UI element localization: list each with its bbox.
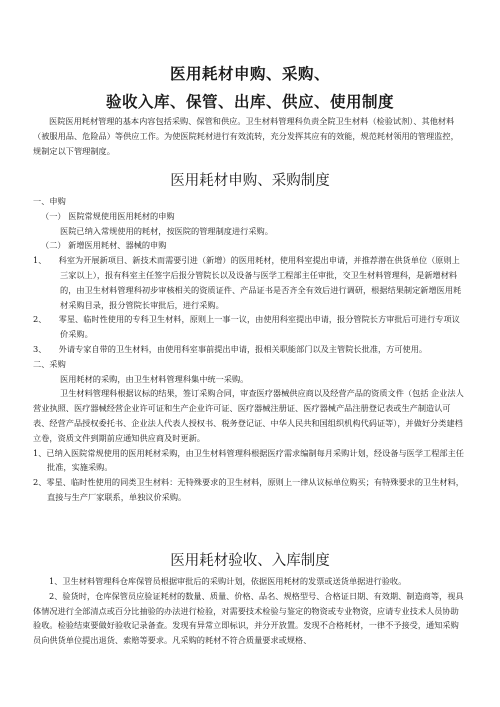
subheading-new: （二） 新增医用耗材、器械的申购 (41, 240, 167, 251)
list-item-3: 3、 外请专家自带的卫生材料，由使用科室事前提出申请，报相关职能部门以及主管院长批准，方可使用。 (33, 343, 428, 354)
paragraph-purchase-1: 医用耗材的采购，由卫生材料管理科集中统一采购。 (60, 373, 249, 384)
section2-body (33, 574, 466, 648)
paragraph-routine: 医院已纳入常规使用的耗材，按医院的管理制度进行采购。 (60, 225, 273, 236)
document-title-line2: 验收入库、保管、出库、供应、使用制度 (105, 93, 394, 111)
heading-purchase: 二、采购 (33, 358, 66, 369)
intro-block (33, 114, 466, 158)
heading-apply: 一、申购 (33, 196, 66, 206)
subheading-routine: （一） 医院常规使用医用耗材的申购 (41, 210, 175, 221)
section2-title: 医用耗材验收、入库制度 (170, 553, 330, 569)
paragraph-purchase-2: 卫生材料管理科根据议标的结果，签订采购合同，审查医疗器械供应商以及经营产品的资质文件（包括 企业法人营业执照、医疗器械经营企业许可证和生产企业许可证、医疗器械注册证、医疗器械产品注册登记表或生产制造认可表、经营产品授权委托书、企业法人代表人授权书、税务登记证、中华人民共和国组织机构代码证等），并做好分类建档立卷，资质文件到期前应通知供应商及时更新。 (33, 388, 464, 443)
list-item-2: 2、 零星、临时性使用的专科卫生材料，原则上一事一议，由使用科室提出申请，报分管院长方审批后可进行专项议价采购。 (33, 314, 460, 340)
section2-paragraph-1: 1、卫生材料管理科仓库保管员根据审批后的采购计划，依据医用耗材的发票或送货单据进行验收。 (49, 576, 407, 586)
purchase-item-2: 2、零星、临时性使用的同类卫生材料：无特殊要求的卫生材料，原则上一律从议标单位购买；有特殊要求的卫生材料，直接与生产厂家联系，单独议价采购。 (33, 477, 464, 502)
purchase-item-1: 1、已纳入医院常规使用的医用耗材采购，由卫生材料管理科根据医疗需求编制每月采购计划，经设备与医学工程部主任批准，实施采购。 (33, 447, 464, 473)
section1-title: 医用耗材申购、采购制度 (170, 173, 330, 189)
section2-paragraph-2: 2、验货时，仓库保管员应验证耗材的数量、质量、价格、品名、规格型号、合格证日期、有效期、制造商等，视具体情况进行全部清点或百分比抽验的办法进行检验，对需要技术检验与鉴定的物资或专业物资，应请专业技术人员协助验收。检验结束要做好验收记录备查。发现有异常立即标识，并分开放置。发现不合格耗材，一律不予接受，通知采购员向供货单位提出退货、索赔等要求。凡采购的耗材不符合质量要求或规格、 (33, 590, 464, 646)
document-title-line1: 医用耗材申购、采购、 (169, 65, 330, 83)
intro-paragraph: 医院医用耗材管理的基本内容包括采购、保管和供应。卫生材料管理科负责全院卫生材料（检验试剂）、其他材料（被服用品、危险品）等供应工作。为使医院耗材进行有效流转，充分发挥其应有的效能，规范耗材领用的管理监控，规制定以下管理制度。 (33, 116, 459, 156)
section1-body (33, 194, 466, 505)
list-item-1: 1、 科室为开展新项目、新技术而需要引进（新增）的医用耗材，使用科室提出申请，并推荐潜在供货单位（原则上三家以上），报有科室主任签字后报分管院长以及设备与医学工程部主任审批，交卫生材料管理科，是新增材料的，由卫生材料管理科初步审核相关的资质证件、产品证书是否齐全有效后进行调研，根据结果制定新增医用耗材采购目录，报分管院长审批后，进行采购。 (33, 255, 462, 310)
